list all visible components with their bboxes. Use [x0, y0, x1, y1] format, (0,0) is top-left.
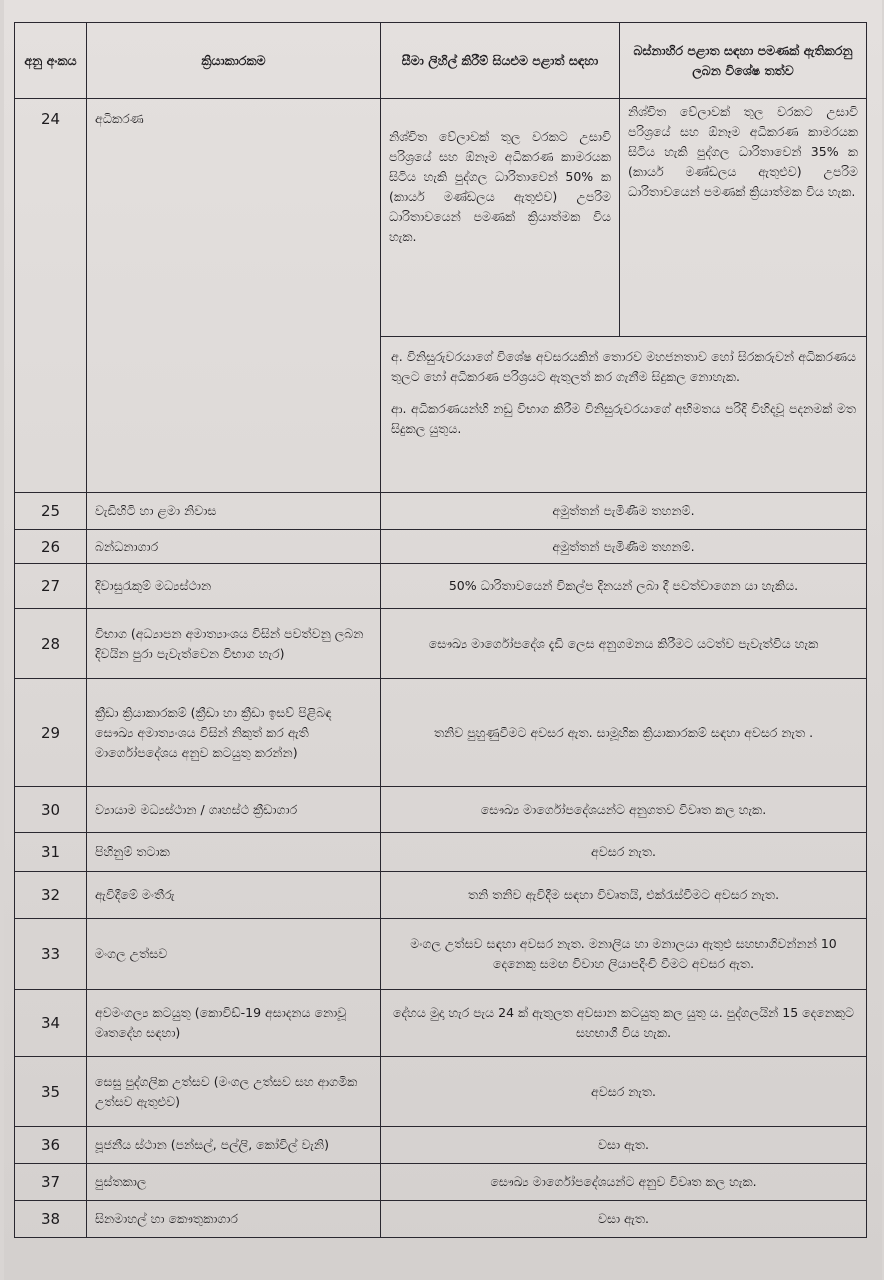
row-status: අවසර නැත.: [381, 833, 867, 872]
row-activity: සෙසු පුද්ගලික උත්සව (මංගල උත්සව සහ ආගමික උත්සව ඇතුළුව): [87, 1057, 381, 1127]
table-row: [15, 1164, 867, 1201]
row-status: දේහය මුදා හැර පැය 24 ක් ඇතුලත අවසාන කටයුතු කල යුතු ය. පුද්ගලයින් 15 දෙනෙකුට සහභාගී විය හැක.: [381, 990, 867, 1057]
row-number: 28: [15, 609, 87, 679]
header-all-provinces: සීමා ලිහිල් කිරීම් සියළුම පළාත් සඳහා: [381, 23, 620, 99]
row-activity: සිනමාහල් හා කෞතුකාගාර: [87, 1201, 381, 1238]
row-activity: අධිකරණ: [87, 99, 381, 493]
row-status: තනිව පුහුණුවීමට අවසර ඇත. සාමූහික ක්‍රියාකාරකම් සඳහා අවසර නැත .: [381, 679, 867, 787]
table-row: [15, 872, 867, 919]
row-number: 31: [15, 833, 87, 872]
row-status: අමුත්තන් පැමිණීම තහනම්.: [381, 493, 867, 530]
row-activity: ක්‍රීඩා ක්‍රියාකාරකම් (ක්‍රීඩා හා ක්‍රීඩා ඉසව් පිළිබඳ සෞඛ්‍ය අමාත්‍යංශය විසින් නිකුත් කර ඇති මාර්ගෝපදේශය අනුව කටයුතු කරන්න): [87, 679, 381, 787]
row-status: අමුත්තන් පැමිණීම තහනම්.: [381, 530, 867, 564]
row-number: 32: [15, 872, 87, 919]
row-number: 27: [15, 564, 87, 609]
row-number: 35: [15, 1057, 87, 1127]
row-number: 29: [15, 679, 87, 787]
table-row: [15, 609, 867, 679]
row-number: 26: [15, 530, 87, 564]
row-activity: දිවාසුරැකුම් මධ්‍යස්ථාන: [87, 564, 381, 609]
row-status: අවසර නැත.: [381, 1057, 867, 1127]
table-row: [15, 990, 867, 1057]
row-activity: අවමංගල්‍ය කටයුතු (කොවිඩ්-19 අසාදනය නොවූ මෘතදේහ සඳහා): [87, 990, 381, 1057]
row-activity: පූජනීය ස්ථාන (පන්සල්, පල්ලි, කෝවිල් වැනි): [87, 1127, 381, 1164]
table-row: [15, 919, 867, 990]
row-number: 36: [15, 1127, 87, 1164]
row-activity: ව්‍යායාම මධ්‍යස්ථාන / ගෘහස්ථ ක්‍රීඩාගාර: [87, 787, 381, 833]
row-status: සෞඛ්‍ය මාර්ගෝපදේශ දැඩි ලෙස අනුගමනය කිරීමට යටත්ව පැවැත්විය හැක: [381, 609, 867, 679]
row-activity: විභාග (අධ්‍යාපන අමාත්‍යාංශය විසින් පවත්වනු ලබන දිවයින පුරා පැවැත්වෙන විභාග හැර): [87, 609, 381, 679]
row-activity: වැඩිහිටි හා ළමා නිවාස: [87, 493, 381, 530]
row-status: 50% ධාරිතාවයෙන් විකල්ප දිනයන් ලබා දී පවත්වාගෙන යා හැකිය.: [381, 564, 867, 609]
table-row: [15, 1057, 867, 1127]
row-status: මංගල උත්සව සඳහා අවසර නැත. මනාලිය හා මනාලයා ඇතුළු සහභාගිවන්නන් 10 දෙනෙකු සමඟ විවාහ ලියාපදිංචි වීමට අවසර ඇත.: [381, 919, 867, 990]
row-western-rule: නිශ්චිත වේලාවක් තුල වරකට උසාවි පරිශ්‍රයේ සහ ඕනෑම අධිකරණ කාමරයක සිටිය හැකි පුද්ගල ධාරිතාවෙන් 35% ක (කාර්ය මණ්ඩලය ඇතුළුව) උපරිම ධාරිතාවයෙන් පමණක් ක්‍රියාත්මක විය හැක.: [620, 99, 867, 337]
row-number: 25: [15, 493, 87, 530]
table-body: [15, 493, 867, 1238]
header-western-province: බස්නාහිර පළාත සඳහා පමණක් ඇතිකරනු ලබන විශේෂ තත්ව: [620, 23, 867, 99]
row-number: 38: [15, 1201, 87, 1238]
table-row: [15, 493, 867, 530]
table-row: [15, 833, 867, 872]
table-row: [15, 787, 867, 833]
row-activity: ඇවිදීමේ මංතීරු: [87, 872, 381, 919]
row-all-provinces-rule: නිශ්චිත වේලාවක් තුල වරකට උසාවි පරිශ්‍රයේ සහ ඕනෑම අධිකරණ කාමරයක සිටිය හැකි පුද්ගල ධාරිතාවෙන් 50% ක (කාර්ය මණ්ඩලය ඇතුළුව) උපරිම ධාරිතාවයෙන් පමණක් ක්‍රියාත්මක විය හැක.: [381, 99, 620, 337]
row-activity: බන්ධනාගාර: [87, 530, 381, 564]
table-row: [15, 1201, 867, 1238]
table-row: [15, 1127, 867, 1164]
row-number: 30: [15, 787, 87, 833]
note-b: ආ. අධිකරණයන්හි නඩු විභාග කිරීම විනිසුරුවරයාගේ අභිමතය පරිදි විහිදවූ පදනමක් මත සිදුකල යුතුය.: [391, 401, 856, 436]
row-number: 24: [15, 99, 87, 493]
restrictions-table: [14, 22, 867, 1238]
table-row: [15, 530, 867, 564]
table-row: [15, 564, 867, 609]
row-number: 34: [15, 990, 87, 1057]
table-row-24: [15, 99, 867, 337]
row-status: වසා ඇත.: [381, 1127, 867, 1164]
row-activity: පිහිනුම් තටාක: [87, 833, 381, 872]
document-page: [4, 0, 882, 1280]
note-a: අ. විනිසුරුවරයාගේ විශේෂ අවසරයකින් තොරව මහජනතාව හෝ සිරකරුවන් අධිකරණය තුලට හෝ අධිකරණ පරිශ්‍රයට ඇතුලත් කර ගැනීම සිදුකල නොහැක.: [391, 349, 856, 384]
row-activity: මංගල උත්සව: [87, 919, 381, 990]
table-header-row: [15, 23, 867, 99]
row-status: සෞඛ්‍ය මාර්ගෝපදේශයන්ට අනුගතව විවෘත කල හැක.: [381, 787, 867, 833]
row-number: 33: [15, 919, 87, 990]
row-status: සෞඛ්‍ය මාර්ගෝපදේශයන්ට අනුව විවෘත කල හැක.: [381, 1164, 867, 1201]
row-status: වසා ඇත.: [381, 1201, 867, 1238]
row-status: තනි තනිව ඇවිදීම සඳහා විවෘතයි, එක්රැස්වීමට අවසර නැත.: [381, 872, 867, 919]
header-serial-number: අනු අංකය: [15, 23, 87, 99]
row-number: 37: [15, 1164, 87, 1201]
header-activity: ක්‍රියාකාරකම: [87, 23, 381, 99]
table-row: [15, 679, 867, 787]
court-notes: [381, 337, 867, 493]
row-activity: පුස්තකාල: [87, 1164, 381, 1201]
